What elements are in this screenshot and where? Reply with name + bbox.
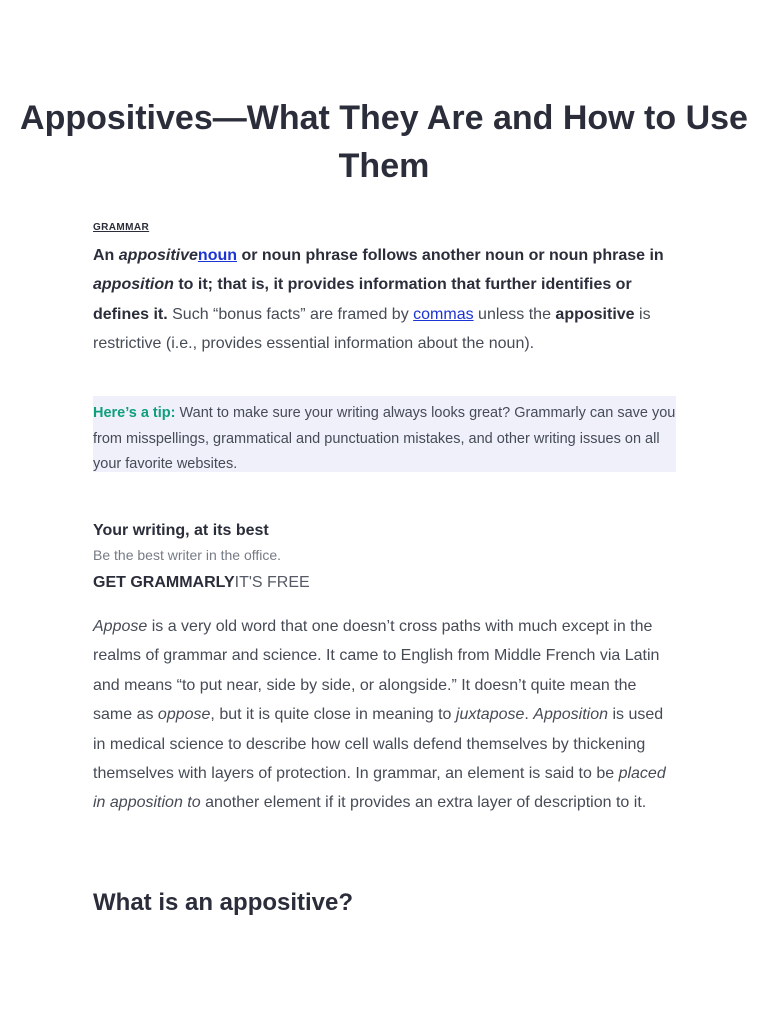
intro-text-6: Such “bonus facts” are framed by: [167, 305, 414, 323]
intro-text-9: is restrictive (i.e., provides essential information about the noun).: [93, 305, 651, 353]
body-term-oppose: oppose: [157, 706, 211, 724]
cta-main-label: GET GRAMMARLY: [93, 574, 235, 591]
body-term-appose: Appose: [93, 618, 148, 635]
cta-free-label: IT'S FREE: [234, 574, 310, 591]
body-text-6: .: [524, 706, 534, 724]
category-link[interactable]: GRAMMAR: [93, 222, 150, 233]
body-paragraph: [93, 612, 678, 818]
body-term-apposition: Apposition: [533, 706, 608, 724]
intro-text-3: or noun phrase follows another noun or noun phrase in: [237, 247, 664, 264]
body-term-placed-in-apposition: placed in apposition to: [93, 765, 666, 812]
body-text-4: , but it is quite close in meaning to: [210, 706, 456, 724]
tip-text: Want to make sure your writing always looks great? Grammarly can save you from misspellings, grammatical and punctuation mistakes, and other writing issues on all your favorite websites.: [93, 405, 676, 472]
noun-link[interactable]: noun: [197, 247, 238, 264]
tip-label: Here’s a tip:: [93, 405, 176, 421]
commas-link[interactable]: commas: [413, 305, 474, 323]
page-title: Appositives—What They Are and How to Use Them: [20, 99, 748, 185]
body-text-8: is used in medical science to describe how cell walls defend themselves by thickening themselves with layers of protection. In grammar, an element is said to be: [93, 706, 664, 783]
intro-term-appositive: appositive: [118, 247, 198, 264]
intro-term-apposition: apposition: [93, 276, 174, 294]
body-text-10: another element if it provides an extra layer of description to it.: [200, 794, 647, 812]
body-term-juxtapose: juxtapose: [455, 706, 525, 724]
intro-paragraph: [93, 241, 678, 359]
body-text-2: is a very old word that one doesn’t cross paths with much except in the realms of grammar and science. It came to English from Middle French via Latin and means “to put near, side by side, or alongside.” It doesn’t quite mean the same as: [93, 618, 660, 724]
intro-text-7: unless the: [473, 305, 556, 323]
intro-text-1: An: [93, 247, 119, 264]
get-grammarly-button[interactable]: [93, 574, 310, 592]
promo-heading: Your writing, at its best: [93, 522, 269, 539]
promo-subheading: Be the best writer in the office.: [93, 547, 282, 563]
section-heading: What is an appositive?: [93, 889, 354, 916]
tip-box: [93, 396, 676, 472]
intro-text-5: to it; that is, it provides information that further identifies or defines it.: [93, 276, 632, 323]
intro-term-appositive-bold: appositive: [555, 305, 635, 323]
